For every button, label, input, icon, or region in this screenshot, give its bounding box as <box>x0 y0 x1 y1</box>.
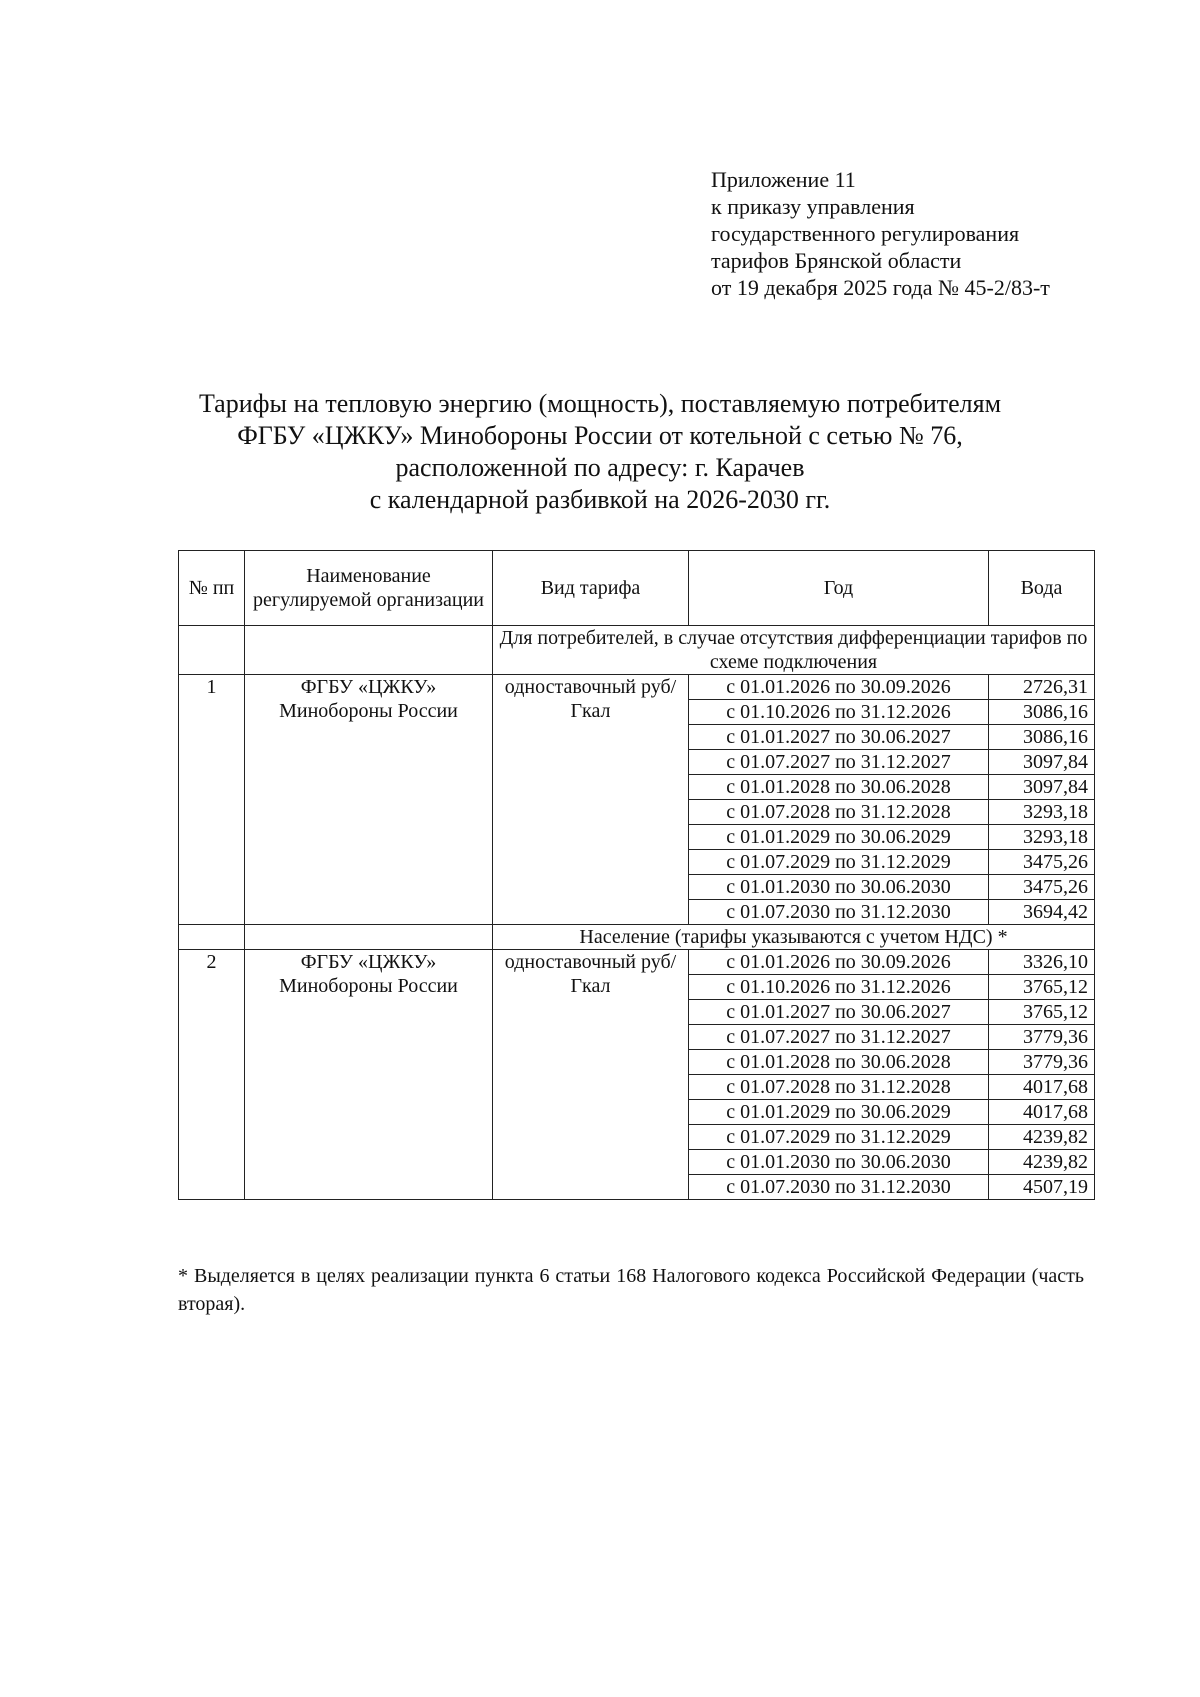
water-tariff-value: 3097,84 <box>989 750 1095 775</box>
title-line: Тарифы на тепловую энергию (мощность), поставляемую потребителям <box>198 389 1002 418</box>
period-cell: с 01.01.2028 по 30.06.2028 <box>689 1050 989 1075</box>
header-tariff-type: Вид тарифа <box>493 551 689 626</box>
water-tariff-value: 3086,16 <box>989 700 1095 725</box>
water-tariff-value: 3086,16 <box>989 725 1095 750</box>
period-cell: с 01.01.2027 по 30.06.2027 <box>689 1000 989 1025</box>
header-water: Вода <box>989 551 1095 626</box>
water-tariff-value: 4239,82 <box>989 1125 1095 1150</box>
water-tariff-value: 4017,68 <box>989 1075 1095 1100</box>
period-cell: с 01.01.2026 по 30.09.2026 <box>689 950 989 975</box>
water-tariff-value: 3293,18 <box>989 825 1095 850</box>
water-tariff-value: 4507,19 <box>989 1175 1095 1200</box>
table-row <box>179 675 1095 700</box>
tariff-table-body <box>179 626 1095 1200</box>
table-row <box>179 950 1095 975</box>
water-tariff-value: 3293,18 <box>989 800 1095 825</box>
period-cell: с 01.07.2028 по 31.12.2028 <box>689 800 989 825</box>
tariff-table <box>178 550 1095 1200</box>
document-title <box>150 388 1050 516</box>
title-line: ФГБУ «ЦЖКУ» Минобороны России от котельной с сетью № 76, <box>237 421 963 450</box>
attachment-line: к приказу управления <box>711 194 915 219</box>
section-empty-cell <box>179 925 245 950</box>
header-year: Год <box>689 551 989 626</box>
water-tariff-value: 3326,10 <box>989 950 1095 975</box>
period-cell: с 01.01.2029 по 30.06.2029 <box>689 825 989 850</box>
period-cell: с 01.01.2030 по 30.06.2030 <box>689 1150 989 1175</box>
period-cell: с 01.07.2027 по 31.12.2027 <box>689 750 989 775</box>
water-tariff-value: 3694,42 <box>989 900 1095 925</box>
water-tariff-value: 3097,84 <box>989 775 1095 800</box>
water-tariff-value: 2726,31 <box>989 675 1095 700</box>
period-cell: с 01.01.2028 по 30.06.2028 <box>689 775 989 800</box>
attachment-line: государственного регулирования <box>711 221 1020 246</box>
water-tariff-value: 3475,26 <box>989 850 1095 875</box>
tariff-type: одноставочный руб/Гкал <box>493 950 689 1200</box>
section-label: Для потребителей, в случае отсутствия дифференциации тарифов по схеме подключения <box>493 626 1095 675</box>
period-cell: с 01.07.2028 по 31.12.2028 <box>689 1075 989 1100</box>
section-label-row <box>179 626 1095 675</box>
period-cell: с 01.01.2030 по 30.06.2030 <box>689 875 989 900</box>
section-label-row <box>179 925 1095 950</box>
section-empty-cell <box>245 925 493 950</box>
period-cell: с 01.10.2026 по 31.12.2026 <box>689 700 989 725</box>
period-cell: с 01.01.2029 по 30.06.2029 <box>689 1100 989 1125</box>
table-header-row <box>179 551 1095 626</box>
water-tariff-value: 4017,68 <box>989 1100 1095 1125</box>
footnote: * Выделяется в целях реализации пункта 6 статьи 168 Налогового кодекса Российской Федерации (часть вторая). <box>178 1265 1084 1315</box>
water-tariff-value: 3779,36 <box>989 1050 1095 1075</box>
tariff-type: одноставочный руб/Гкал <box>493 675 689 925</box>
period-cell: с 01.01.2027 по 30.06.2027 <box>689 725 989 750</box>
organization-name: ФГБУ «ЦЖКУ» Минобороны России <box>245 675 493 925</box>
attachment-line: тарифов Брянской области <box>711 248 962 273</box>
period-cell: с 01.07.2029 по 31.12.2029 <box>689 850 989 875</box>
water-tariff-value: 3765,12 <box>989 1000 1095 1025</box>
organization-name: ФГБУ «ЦЖКУ» Минобороны России <box>245 950 493 1200</box>
section-label: Население (тарифы указываются с учетом НДС) * <box>493 925 1095 950</box>
attachment-line: Приложение 11 <box>711 167 856 192</box>
header-org: Наименование регулируемой организации <box>245 551 493 626</box>
header-num: № пп <box>179 551 245 626</box>
water-tariff-value: 4239,82 <box>989 1150 1095 1175</box>
title-line: расположенной по адресу: г. Карачев <box>395 453 805 482</box>
water-tariff-value: 3765,12 <box>989 975 1095 1000</box>
section-empty-cell <box>179 626 245 675</box>
period-cell: с 01.07.2030 по 31.12.2030 <box>689 1175 989 1200</box>
period-cell: с 01.10.2026 по 31.12.2026 <box>689 975 989 1000</box>
title-line: с календарной разбивкой на 2026-2030 гг. <box>369 485 831 514</box>
section-empty-cell <box>245 626 493 675</box>
attachment-line: от 19 декабря 2025 года № 45-2/83-т <box>711 275 1050 300</box>
period-cell: с 01.01.2026 по 30.09.2026 <box>689 675 989 700</box>
water-tariff-value: 3475,26 <box>989 875 1095 900</box>
row-number: 2 <box>179 950 245 1200</box>
attachment-block <box>711 166 1050 301</box>
period-cell: с 01.07.2027 по 31.12.2027 <box>689 1025 989 1050</box>
water-tariff-value: 3779,36 <box>989 1025 1095 1050</box>
period-cell: с 01.07.2030 по 31.12.2030 <box>689 900 989 925</box>
row-number: 1 <box>179 675 245 925</box>
period-cell: с 01.07.2029 по 31.12.2029 <box>689 1125 989 1150</box>
